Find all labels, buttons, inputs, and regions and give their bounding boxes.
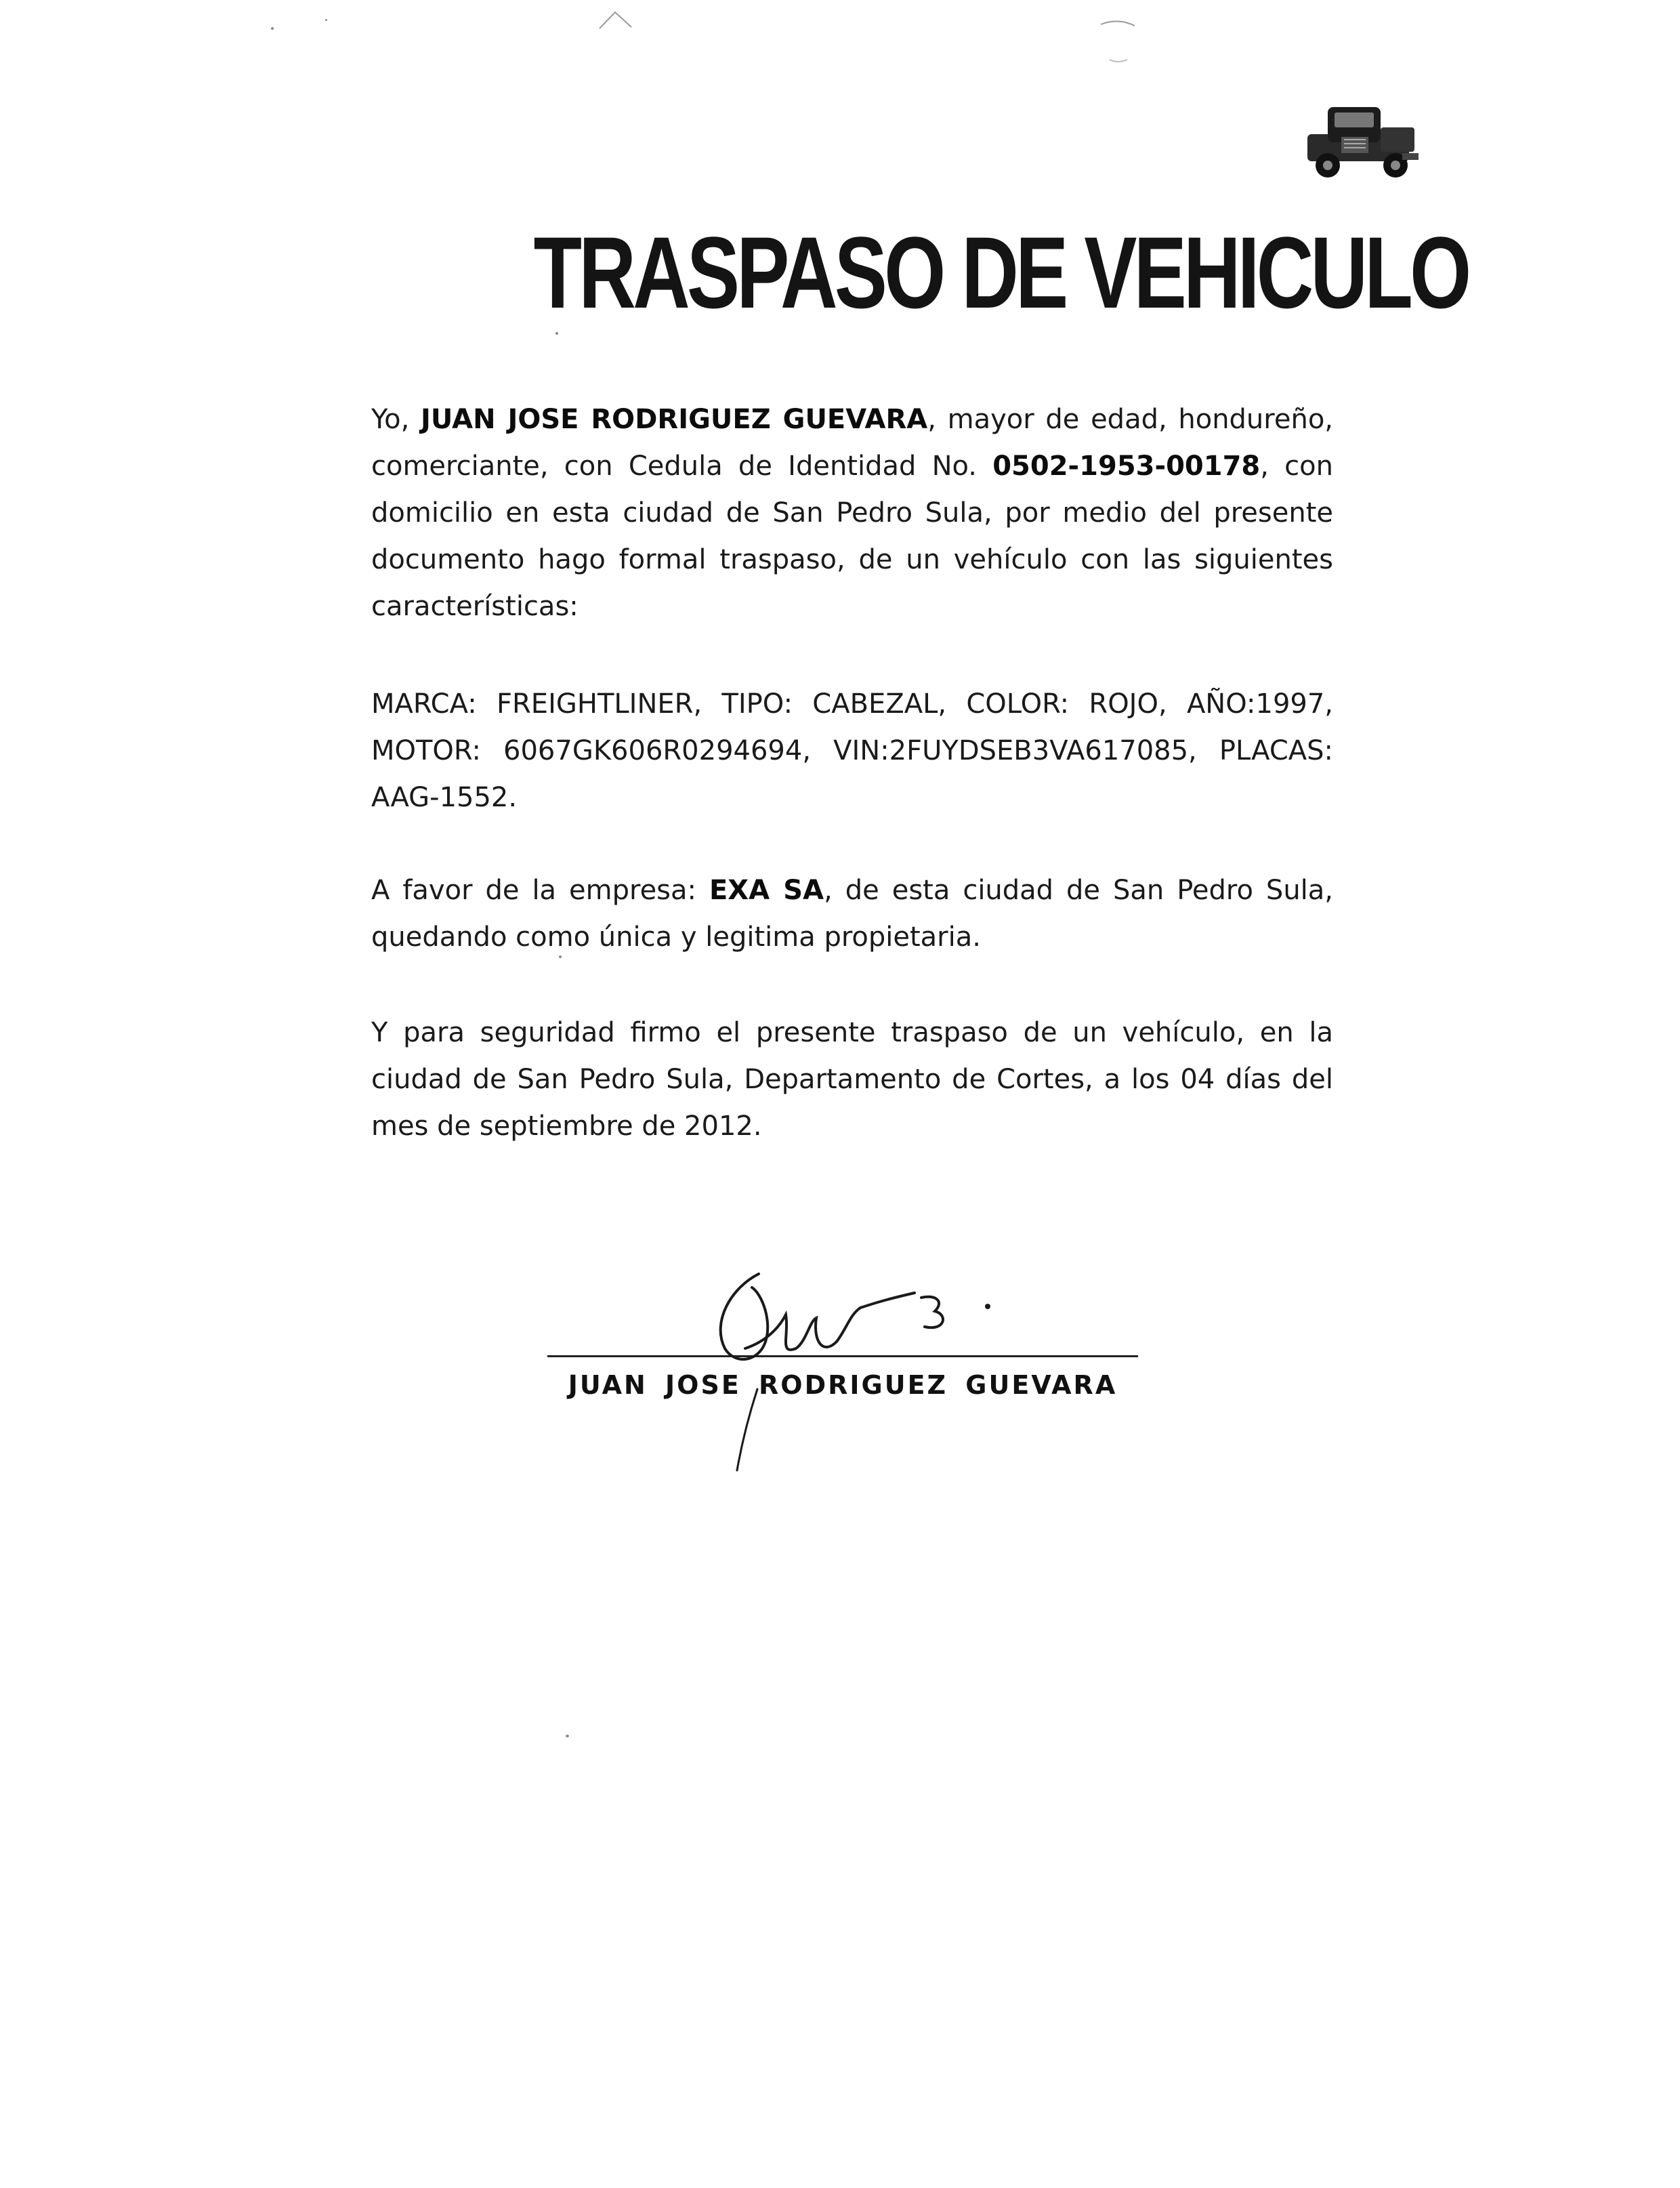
text-fragment: , con domicilio en esta ciudad de San Pedro Sula, por medio del presente documento hago formal traspaso, de un vehículo con las siguientes características:: [371, 451, 1333, 622]
company-name: EXA SA: [709, 875, 824, 906]
id-number: 0502-1953-00178: [992, 451, 1261, 482]
paragraph-beneficiary: [371, 867, 1333, 961]
scan-speck: [271, 27, 274, 30]
text-fragment: A favor de la empresa:: [371, 875, 709, 906]
declarant-name: JUAN JOSE RODRIGUEZ GUEVARA: [421, 404, 928, 435]
scan-mark: [596, 7, 637, 34]
text-fragment: , mayor de edad, hondureño, comerciante, con Cedula de Identidad No.: [371, 404, 1333, 482]
signature-name: JUAN JOSE RODRIGUEZ GUEVARA: [568, 1370, 1118, 1400]
text-fragment: Yo,: [371, 404, 421, 435]
text-fragment: , de esta ciudad de San Pedro Sula, quedando como única y legitima propietaria.: [371, 875, 1334, 953]
scan-speck: [566, 1735, 569, 1737]
scan-speck: [325, 19, 327, 21]
scan-mark: [1097, 12, 1138, 66]
paragraph-closing: Y para seguridad firmo el presente traspaso de un vehículo, en la ciudad de San Pedro Sula, Departamento de Cortes, a los 04 días del mes de septiembre de 2012.: [371, 1017, 1333, 1142]
truck-icon: [1301, 95, 1423, 183]
document-title: TRASPASO DE VEHICULO: [533, 215, 1469, 329]
scan-speck: [555, 332, 558, 335]
paragraph-declarant: [371, 396, 1333, 630]
paragraph-vehicle-details: MARCA: FREIGHTLINER, TIPO: CABEZAL, COLOR: ROJO, AÑO:1997, MOTOR: 6067GK606R0294694, VIN:2FUYDSEB3VA617085, PLACAS: AAG-1552.: [371, 688, 1333, 813]
handwritten-signature: [677, 1247, 1030, 1477]
